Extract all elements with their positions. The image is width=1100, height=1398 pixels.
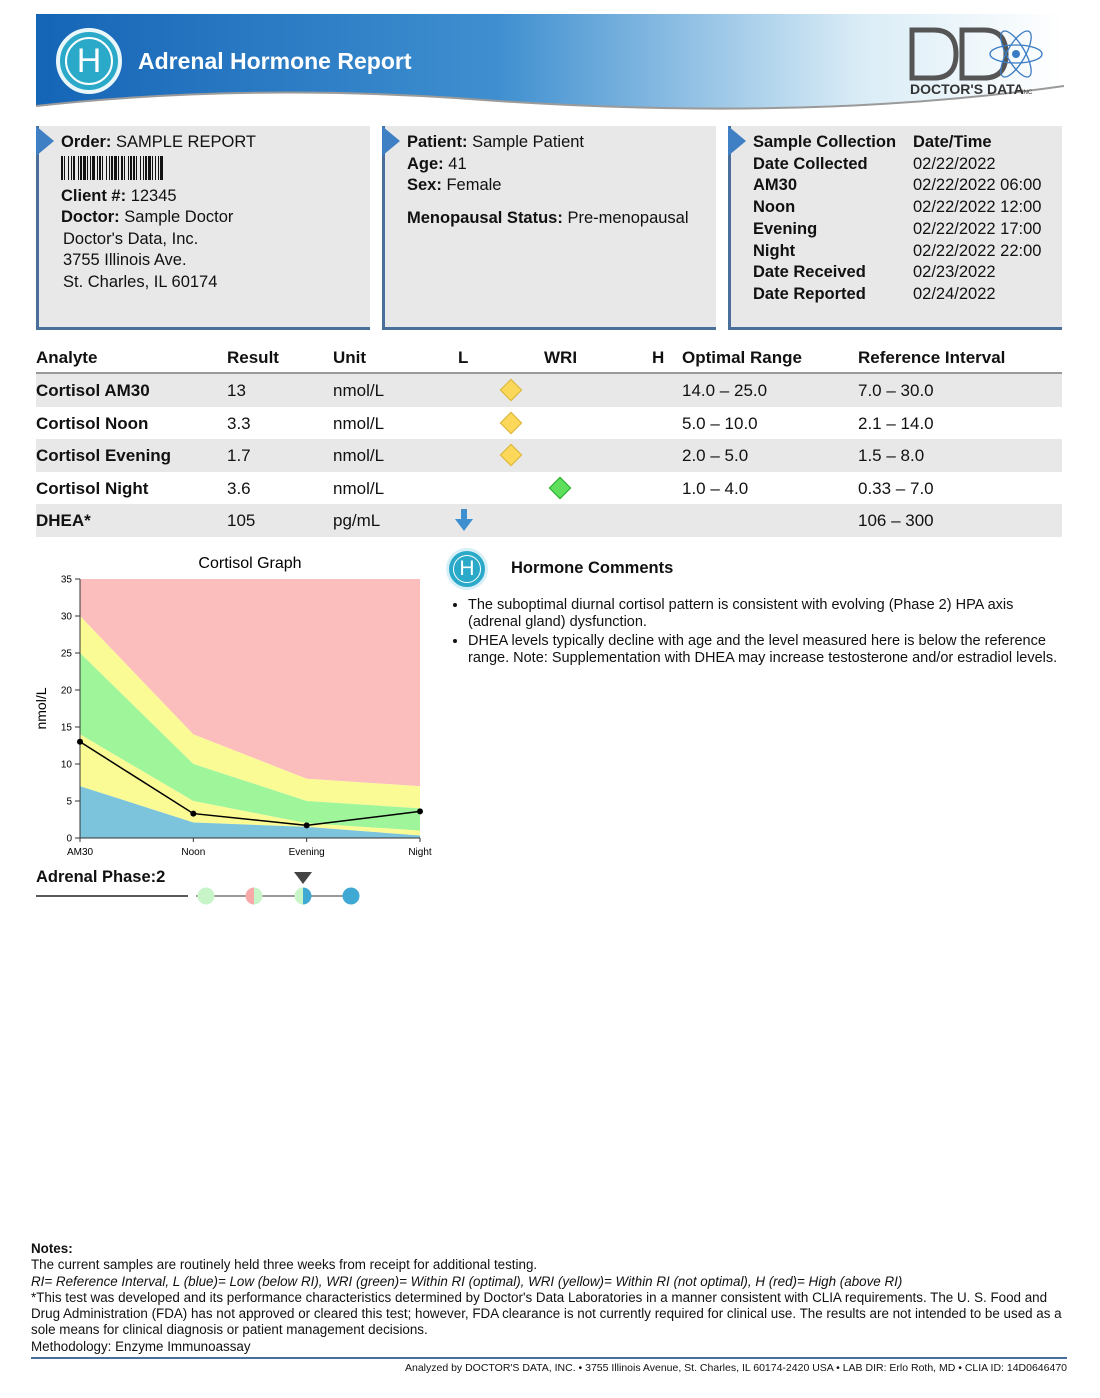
results-table	[36, 344, 1062, 537]
patient-info-box	[382, 126, 716, 330]
y-tick-label: 15	[60, 722, 72, 734]
sample-row: AM30 02/22/2022 06:00	[753, 176, 1042, 195]
analyte-name: Cortisol Noon	[36, 413, 149, 433]
phase-1-marker-left	[246, 888, 254, 905]
unit-value: nmol/L	[333, 446, 385, 465]
notes-title: Notes:	[31, 1241, 73, 1256]
phase-3-marker	[343, 888, 360, 905]
menopausal-status: Pre-menopausal	[567, 208, 689, 227]
comment-item: • DHEA levels typically decline with age and the level measured here is below the reference range. Note: Supplementation with DHEA may increase testosterone and/or estradiol levels.	[468, 633, 1068, 667]
menopausal-line: Menopausal Status: Pre-menopausal	[407, 208, 689, 227]
barcode-icon	[61, 156, 321, 180]
sample-row: Date Collected 02/22/2022	[753, 154, 996, 173]
client-value: 12345	[130, 186, 177, 205]
sample-collection-grid	[753, 132, 1041, 306]
reference-interval-value: 7.0 – 30.0	[858, 381, 934, 400]
client-line: Client #: 12345	[61, 186, 177, 205]
order-value: SAMPLE REPORT	[116, 133, 257, 151]
x-tick-label: Night	[408, 847, 432, 858]
y-tick-label: 0	[66, 833, 72, 845]
result-value: 3.6	[227, 478, 251, 498]
sample-header-row: Sample Collection Date/Time	[753, 133, 992, 151]
svg-text:INC: INC	[1022, 90, 1033, 96]
col-low: L	[458, 348, 469, 367]
phase-2-marker-left	[295, 888, 303, 905]
cortisol-chart	[30, 552, 440, 862]
hormone-badge-icon: H	[56, 28, 122, 94]
svg-text:DOCTOR'S DATA: DOCTOR'S DATA	[910, 81, 1024, 97]
order-line: Order: SAMPLE REPORT	[61, 133, 257, 151]
result-value: 105	[227, 511, 256, 530]
table-row	[36, 472, 1062, 505]
low-arrow-icon	[454, 508, 474, 532]
patient-name: Sample Patient	[472, 133, 585, 151]
optimal-range-value: 5.0 – 10.0	[682, 413, 758, 433]
y-tick-label: 5	[66, 796, 72, 808]
y-tick-label: 35	[60, 574, 72, 586]
phase-2-marker-right	[303, 888, 311, 905]
sample-collection-box	[728, 126, 1062, 330]
report-header	[36, 14, 1064, 110]
optimal-range-value: 1.0 – 4.0	[682, 478, 749, 498]
patient-sex: Female	[446, 176, 502, 194]
y-tick-label: 30	[60, 611, 72, 623]
y-tick-label: 25	[60, 648, 72, 660]
box-marker-icon	[382, 126, 400, 156]
col-reference-interval: Reference Interval	[858, 348, 1006, 367]
adrenal-phase-label: Adrenal Phase:	[36, 868, 157, 886]
box-marker-icon	[36, 126, 54, 156]
wri-yellow-diamond-icon	[500, 379, 523, 402]
unit-value: pg/mL	[333, 511, 381, 530]
table-row	[36, 504, 1062, 537]
unit-value: nmol/L	[333, 478, 385, 498]
age-line: Age: 41	[407, 154, 467, 173]
sample-row: Date Reported 02/24/2022	[753, 284, 996, 303]
comments-list	[468, 597, 1068, 669]
comments-title: Hormone Comments	[511, 559, 674, 577]
table-row	[36, 374, 1062, 407]
analyte-name: Cortisol AM30	[36, 381, 150, 400]
optimal-range-value: 14.0 – 25.0	[682, 381, 768, 400]
wri-green-diamond-icon	[549, 476, 572, 499]
phase-pointer-icon	[294, 872, 312, 884]
cortisol-data-point	[77, 739, 83, 745]
address-line: St. Charles, IL 60174	[63, 272, 218, 291]
result-value: 1.7	[227, 446, 251, 465]
adrenal-phase-value: 2	[156, 868, 166, 886]
notes-section	[31, 1241, 1071, 1355]
notes-disclaimer: *This test was developed and its performance characteristics determined by Doctor's Data Laboratories in a manner consistent with CLIA requirements. The U. S. Food and Drug Administration (FDA) has not approved or cleared this test; however, FDA clearance is not currently required for clinical use. The results are not intended to be used as a sole means for clinical diagnosis or patient management decisions.	[31, 1289, 1062, 1338]
box-marker-icon	[728, 126, 746, 156]
table-row	[36, 407, 1062, 440]
adrenal-phase	[36, 868, 376, 908]
doctors-data-logo	[904, 18, 1054, 98]
notes-line: The current samples are routinely held three weeks from receipt for additional testing.	[31, 1257, 538, 1273]
address-line: 3755 Illinois Ave.	[63, 251, 187, 269]
order-info-box	[36, 126, 370, 330]
analyte-name: DHEA*	[36, 511, 91, 530]
phase-1-marker-right	[254, 888, 262, 905]
notes-legend: RI= Reference Interval, L (blue)= Low (below RI), WRI (green)= Within RI (optimal), WRI (yellow)= Within RI (not optimal), H (red)= High (above RI)	[31, 1273, 903, 1289]
col-wri: WRI	[544, 348, 578, 367]
hormone-badge-icon: H	[446, 548, 488, 590]
y-tick-label: 20	[60, 685, 72, 697]
sample-row: Evening 02/22/2022 17:00	[753, 219, 1042, 238]
report-title: Adrenal Hormone Report	[138, 48, 412, 74]
wri-yellow-diamond-icon	[500, 411, 523, 434]
sex-line: Sex: Female	[407, 176, 502, 194]
unit-value: nmol/L	[333, 413, 385, 433]
cortisol-data-point	[190, 811, 196, 817]
address-line: Doctor's Data, Inc.	[63, 229, 199, 248]
analyte-name: Cortisol Evening	[36, 446, 172, 465]
y-tick-label: 10	[60, 759, 72, 771]
doctor-value: Sample Doctor	[124, 208, 234, 226]
comment-item: • The suboptimal diurnal cortisol pattern is consistent with evolving (Phase 2) HPA axis (adrenal gland) dysfunction.	[468, 597, 1068, 631]
phase-0-marker	[198, 888, 215, 905]
notes-methodology: Methodology: Enzyme Immunoassay	[31, 1338, 251, 1354]
chart-title: Cortisol Graph	[198, 555, 302, 572]
x-tick-label: AM30	[66, 847, 94, 858]
sample-row: Noon 02/22/2022 12:00	[753, 198, 1042, 217]
reference-interval-value: 0.33 – 7.0	[858, 478, 934, 498]
cortisol-chart-svg	[30, 552, 440, 862]
reference-interval-value: 2.1 – 14.0	[858, 413, 934, 433]
col-analyte: Analyte	[36, 348, 98, 367]
result-value: 13	[227, 381, 246, 400]
table-row	[36, 439, 1062, 472]
reference-interval-value: 106 – 300	[858, 511, 934, 530]
cortisol-data-point	[417, 808, 423, 814]
x-tick-label: Evening	[288, 847, 325, 858]
cortisol-data-point	[304, 822, 310, 828]
optimal-range-value: 2.0 – 5.0	[682, 446, 749, 465]
result-value: 3.3	[227, 413, 251, 433]
col-unit: Unit	[333, 348, 367, 367]
table-header-row	[36, 344, 1062, 374]
patient-age: 41	[448, 154, 467, 173]
analyte-name: Cortisol Night	[36, 478, 149, 498]
footer-text: Analyzed by DOCTOR'S DATA, INC. • 3755 Illinois Avenue, St. Charles, IL 60174-2420 USA • LAB DIR: Erlo Roth, MD • CLIA ID: 14D0646470	[404, 1362, 1067, 1374]
y-axis-label: nmol/L	[33, 687, 49, 730]
reference-interval-value: 1.5 – 8.0	[858, 446, 925, 465]
footer-divider	[31, 1357, 1067, 1359]
adrenal-phase-scale	[36, 868, 376, 908]
col-result: Result	[227, 348, 279, 367]
wri-yellow-diamond-icon	[500, 444, 523, 467]
patient-line: Patient: Sample Patient	[407, 133, 585, 151]
sample-row: Night 02/22/2022 22:00	[753, 241, 1042, 260]
sample-row: Date Received 02/23/2022	[753, 263, 996, 282]
unit-value: nmol/L	[333, 381, 385, 400]
doctor-line: Doctor: Sample Doctor	[61, 208, 234, 226]
x-tick-label: Noon	[181, 847, 206, 858]
col-high: H	[652, 348, 665, 367]
col-optimal-range: Optimal Range	[682, 348, 802, 367]
